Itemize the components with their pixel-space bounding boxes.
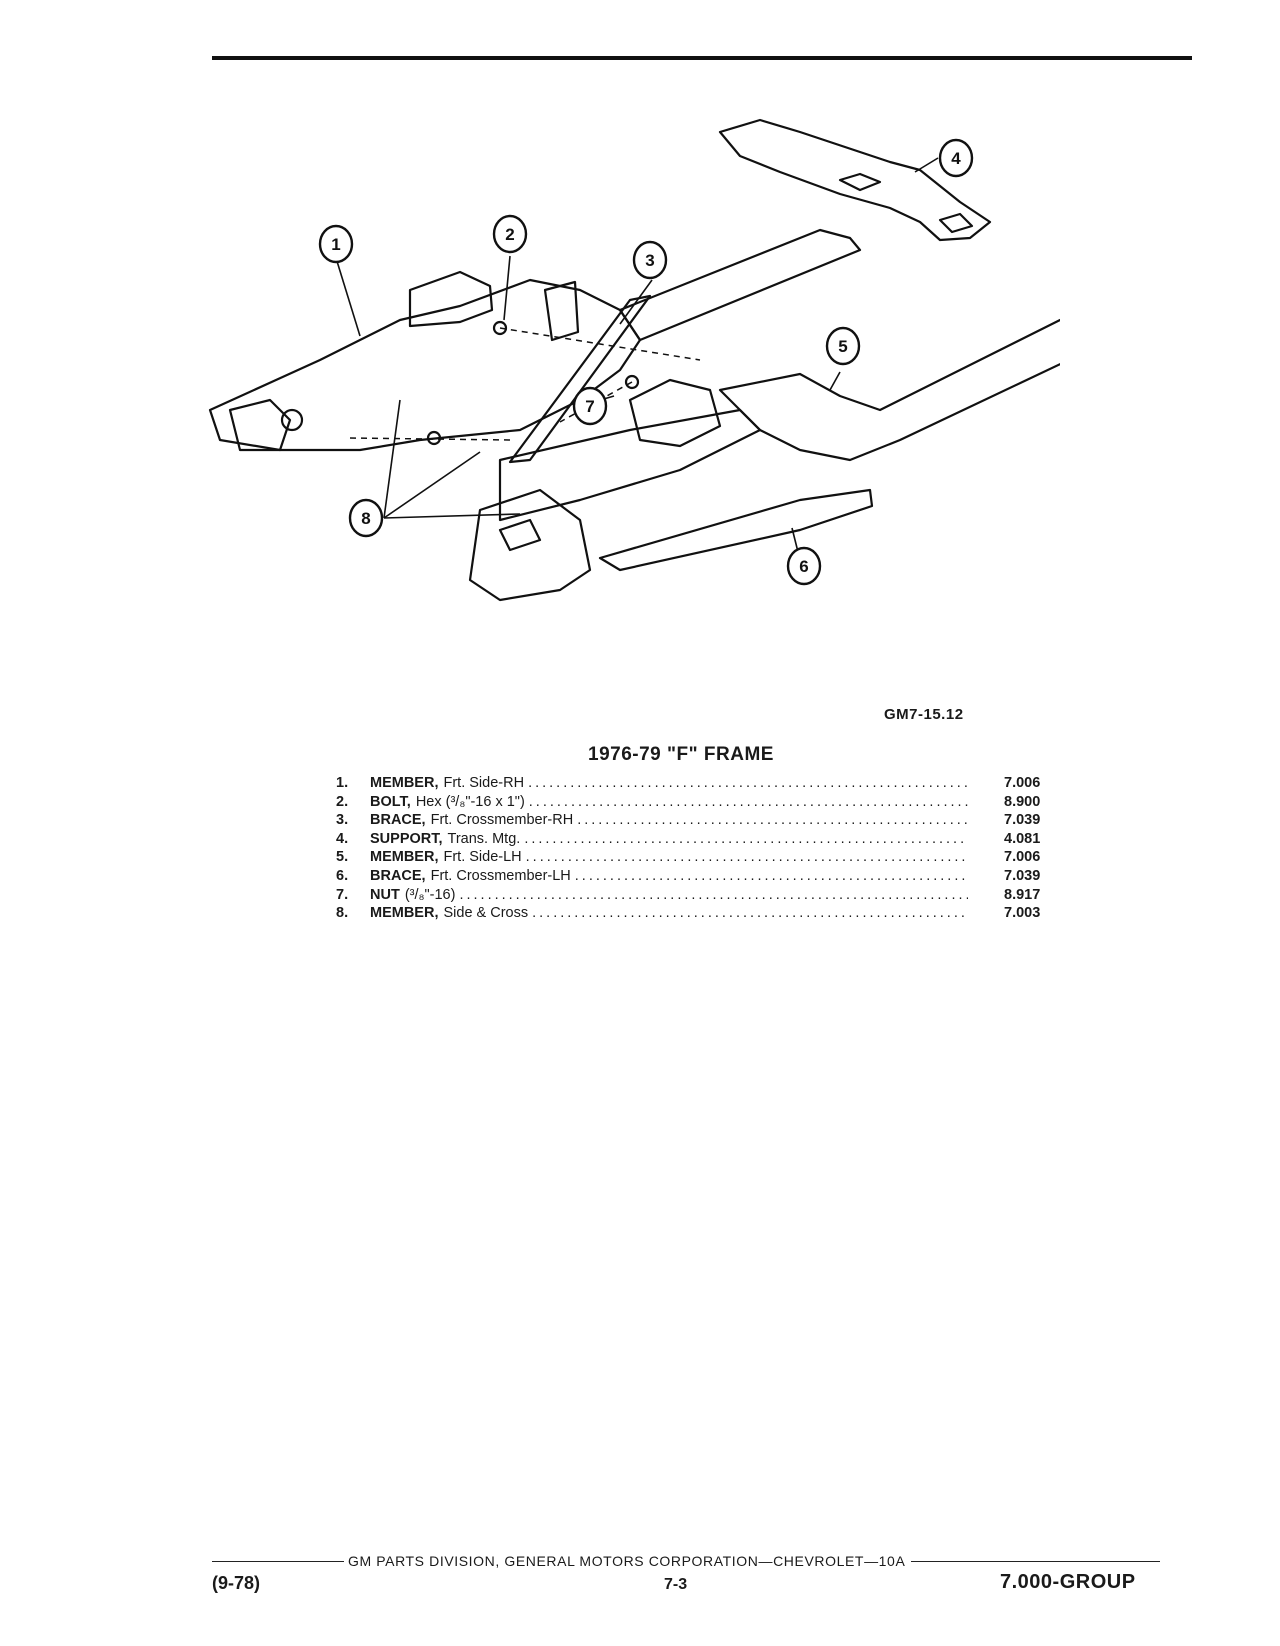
part-description: Frt. Side-RH — [443, 775, 525, 791]
part-name: MEMBER, — [370, 905, 439, 922]
lh-brace-part — [600, 490, 872, 570]
part-name: MEMBER, — [370, 849, 439, 866]
part-number: 6. — [336, 867, 349, 884]
rh-brace-part — [510, 296, 650, 462]
part-row — [336, 811, 1066, 830]
footer-rule-left — [212, 1561, 344, 1562]
part-group-number: 7.006 — [1004, 849, 1041, 866]
part-number: 3. — [336, 812, 349, 829]
part-group-number: 7.039 — [1004, 867, 1041, 884]
callout-1-label: 1 — [331, 235, 341, 254]
part-row — [336, 886, 1066, 905]
part-description: Side & Cross — [443, 905, 529, 922]
part-name: BRACE, — [370, 812, 426, 829]
dot-leader — [528, 774, 968, 793]
part-description: Frt. Crossmember-LH — [430, 867, 571, 884]
callout-2-label: 2 — [505, 225, 515, 244]
footer-publisher-line — [212, 1553, 1160, 1569]
part-row — [336, 904, 1066, 923]
trans-support-part — [720, 120, 990, 240]
part-description: Trans. Mtg. — [447, 830, 521, 847]
page-number: 7-3 — [664, 1576, 688, 1593]
part-name: MEMBER, — [370, 775, 439, 791]
footer-rule-right — [911, 1561, 1160, 1562]
part-name: SUPPORT, — [370, 830, 443, 847]
part-name: BRACE, — [370, 867, 426, 884]
part-group-number: 7.003 — [1004, 905, 1041, 922]
dot-leader — [459, 886, 968, 905]
part-name: NUT — [370, 886, 400, 903]
footer-publisher: GM PARTS DIVISION, GENERAL MOTORS CORPORATION—CHEVROLET—10A — [348, 1553, 906, 1569]
header-rule — [212, 56, 1192, 60]
part-row — [336, 848, 1066, 867]
part-group-number: 8.917 — [1004, 886, 1041, 903]
frame-exploded-illustration — [200, 110, 1060, 650]
part-row — [336, 793, 1066, 812]
part-number: 8. — [336, 905, 349, 922]
lh-side-member-part — [720, 320, 1060, 460]
part-row — [336, 867, 1066, 886]
part-row — [336, 774, 1066, 793]
part-group-number: 7.039 — [1004, 812, 1041, 829]
revision-date: (9-78) — [212, 1573, 261, 1593]
dot-leader — [575, 867, 968, 886]
page-title: 1976-79 "F" FRAME — [588, 744, 774, 765]
figure-id: GM7-15.12 — [884, 706, 964, 723]
part-group-number: 4.081 — [1004, 830, 1041, 847]
parts-list — [336, 774, 1066, 923]
part-description: Frt. Crossmember-RH — [430, 812, 574, 829]
callout-7-label: 7 — [585, 397, 595, 416]
callout-3-label: 3 — [645, 251, 655, 270]
dot-leader — [529, 793, 968, 812]
part-number: 5. — [336, 849, 349, 866]
part-number: 7. — [336, 886, 349, 903]
group-label: 7.000-GROUP — [1000, 1571, 1136, 1593]
callout-5-label: 5 — [838, 337, 848, 356]
part-number: 1. — [336, 775, 349, 791]
part-group-number: 8.900 — [1004, 793, 1041, 810]
callout-8-label: 8 — [361, 509, 371, 528]
callout-6-label: 6 — [799, 557, 809, 576]
dot-leader — [526, 848, 968, 867]
part-description: (³/₈"-16) — [404, 886, 456, 903]
part-description: Frt. Side-LH — [443, 849, 522, 866]
part-group-number: 7.006 — [1004, 775, 1041, 791]
dot-leader — [577, 811, 968, 830]
callout-4-label: 4 — [951, 149, 961, 168]
part-number: 4. — [336, 830, 349, 847]
part-number: 2. — [336, 793, 349, 810]
part-row — [336, 830, 1066, 849]
part-description: Hex (³/₈"-16 x 1") — [415, 793, 525, 810]
dot-leader — [524, 830, 968, 849]
dot-leader — [532, 904, 968, 923]
part-name: BOLT, — [370, 793, 411, 810]
